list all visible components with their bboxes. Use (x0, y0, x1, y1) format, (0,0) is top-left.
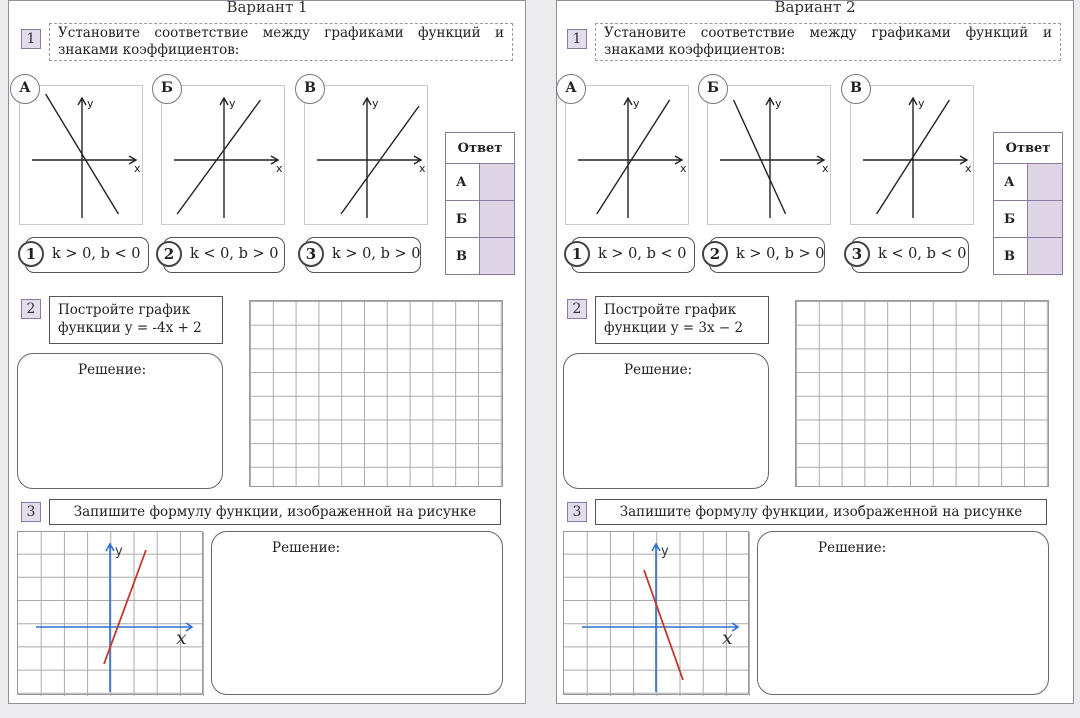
y-axis-label: y (918, 97, 925, 110)
x-axis-label: x (419, 162, 426, 175)
variant-title: Вариант 2 (774, 0, 856, 16)
variant-1-sheet (8, 0, 526, 704)
task-3-text: Запишите формулу функции, изображенной на рисунке (595, 499, 1047, 525)
graph-a-label: А (10, 74, 40, 104)
x-axis-label: x (176, 627, 187, 649)
option-2-number: 2 (702, 241, 728, 267)
option-1 (571, 237, 695, 273)
answer-cell-b[interactable] (1028, 201, 1063, 238)
y-axis-label: y (661, 544, 669, 559)
y-axis-label: y (87, 97, 94, 110)
task-2-line-2: функции y = 3x − 2 (604, 320, 744, 336)
task-2-line-1: Постройте график (604, 302, 737, 318)
task-1-text: Установите соответствие между графиками функций и знаками коэффициентов: (595, 23, 1061, 61)
answer-cell-v[interactable] (480, 238, 515, 275)
graph-a (565, 80, 689, 225)
task-3-solution-label: Решение: (818, 540, 887, 556)
answer-cell-a[interactable] (480, 164, 515, 201)
task-2-line-1: Постройте график (58, 302, 191, 318)
task-3-graph (563, 531, 749, 695)
graph-b-label: Б (698, 74, 728, 104)
option-3-text: k < 0, b < 0 (878, 246, 967, 262)
x-axis-label: x (965, 162, 972, 175)
task-1-text: Установите соответствие между графиками функций и знаками коэффициентов: (49, 23, 513, 61)
task-3-solution-box[interactable] (757, 531, 1049, 695)
answer-row-label: А (446, 164, 480, 201)
variant-2-sheet (556, 0, 1074, 704)
option-2 (163, 237, 285, 273)
answer-row-label: А (994, 164, 1028, 201)
x-axis-label: x (134, 162, 141, 175)
graph-b-plot (708, 86, 832, 226)
y-axis-label: y (775, 97, 782, 110)
option-3 (851, 237, 969, 273)
x-axis-label: x (722, 627, 733, 649)
x-axis-label: x (276, 162, 283, 175)
answer-cell-v[interactable] (1028, 238, 1063, 275)
task-3-solution-label: Решение: (272, 540, 341, 556)
y-axis-label: y (633, 97, 640, 110)
function-line (597, 100, 670, 214)
answer-row-label: В (994, 238, 1028, 275)
graph-b (161, 80, 285, 225)
option-3-text: k > 0, b > 0 (332, 246, 421, 262)
x-axis-label: x (680, 162, 687, 175)
graph-a-plot (566, 86, 690, 226)
task-2-solution-label: Решение: (624, 362, 693, 378)
task-3-plot (18, 532, 204, 696)
answer-row-label: В (446, 238, 480, 275)
function-line (734, 100, 786, 214)
task-3-plot (564, 532, 750, 696)
function-line (177, 100, 260, 214)
function-line (644, 570, 683, 680)
task-2-number: 2 (21, 299, 41, 319)
graph-b-label: Б (152, 74, 182, 104)
answer-header: Ответ (446, 133, 515, 164)
option-1-number: 1 (18, 241, 44, 267)
answer-table (993, 132, 1063, 275)
option-3-number: 3 (844, 241, 870, 267)
answer-row-label: Б (446, 201, 480, 238)
graph-v (850, 80, 974, 225)
task-2-solution-box[interactable] (563, 353, 769, 489)
task-2-line-2: функции y = -4x + 2 (58, 320, 202, 336)
option-3 (305, 237, 421, 273)
answer-header: Ответ (994, 133, 1063, 164)
task-2-text (49, 296, 223, 344)
option-1-text: k > 0, b < 0 (598, 246, 687, 262)
graph-v-plot (305, 86, 429, 226)
variant-title: Вариант 1 (226, 0, 308, 16)
task-2-grid[interactable] (249, 300, 503, 487)
option-2-number: 2 (156, 241, 182, 267)
graph-v (304, 80, 428, 225)
task-2-number: 2 (567, 299, 587, 319)
graph-v-label: В (295, 74, 325, 104)
graph-a-label: А (556, 74, 586, 104)
task-2-solution-label: Решение: (78, 362, 147, 378)
task-3-solution-box[interactable] (211, 531, 503, 695)
option-2-text: k < 0, b > 0 (190, 246, 279, 262)
task-2-text (595, 296, 769, 344)
y-axis-label: y (115, 544, 123, 559)
answer-table (445, 132, 515, 275)
task-3-number: 3 (21, 502, 41, 522)
graph-b-plot (162, 86, 286, 226)
graph-b (707, 80, 831, 225)
task-3-graph (17, 531, 203, 695)
x-axis-label: x (822, 162, 829, 175)
task-3-text: Запишите формулу функции, изображенной на рисунке (49, 499, 501, 525)
task-2-grid[interactable] (795, 300, 1049, 487)
option-1-text: k > 0, b < 0 (52, 246, 141, 262)
graph-a-plot (20, 86, 144, 226)
answer-cell-b[interactable] (480, 201, 515, 238)
answer-row-label: Б (994, 201, 1028, 238)
y-axis-label: y (372, 97, 379, 110)
option-3-number: 3 (298, 241, 324, 267)
answer-cell-a[interactable] (1028, 164, 1063, 201)
task-1-number: 1 (567, 29, 587, 49)
graph-v-plot (851, 86, 975, 226)
task-3-number: 3 (567, 502, 587, 522)
option-2-text: k > 0, b > 0 (736, 246, 825, 262)
option-2 (709, 237, 825, 273)
option-1 (25, 237, 149, 273)
task-2-solution-box[interactable] (17, 353, 223, 489)
graph-a (19, 80, 143, 225)
option-1-number: 1 (564, 241, 590, 267)
y-axis-label: y (229, 97, 236, 110)
task-1-number: 1 (21, 29, 41, 49)
graph-v-label: В (841, 74, 871, 104)
